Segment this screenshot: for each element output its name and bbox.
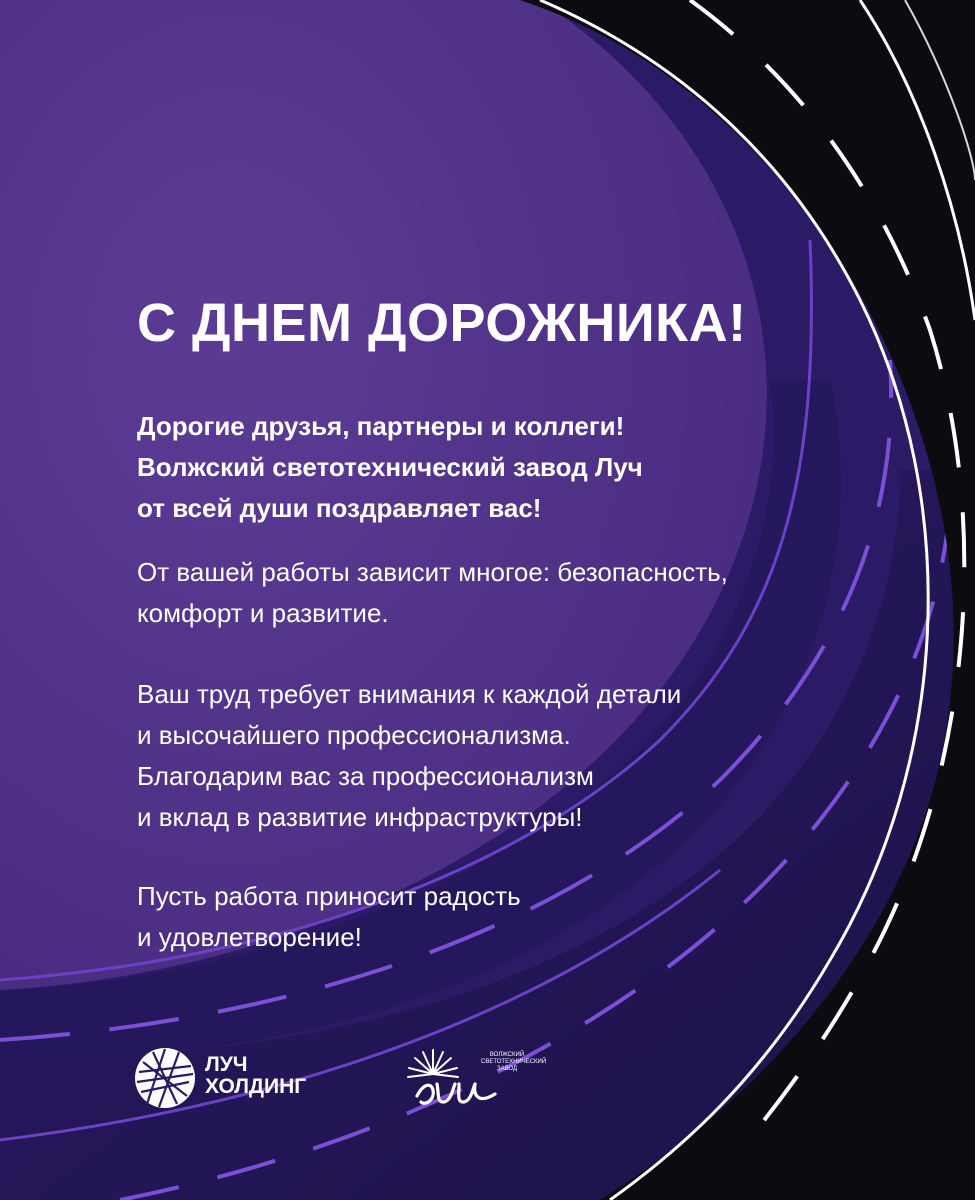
paragraph-importance [137, 552, 728, 634]
holding-wordmark [205, 1054, 306, 1098]
paragraph-line: и удовлетворение! [137, 922, 362, 952]
luch-holding-logo [133, 1044, 373, 1114]
poster-title: С ДНЕМ ДОРОЖНИКА! [137, 293, 747, 353]
paragraph-line: и вклад в развитие инфраструктуры! [137, 802, 583, 832]
holding-name-line1: ЛУЧ [205, 1053, 248, 1076]
paragraph-gratitude [137, 674, 681, 838]
greeting-line: Дорогие друзья, партнеры и коллеги! [137, 411, 625, 441]
luch-zavod-logo [403, 1044, 547, 1114]
globe-icon [133, 1046, 197, 1110]
greeting-line: Волжский светотехнический завод Луч [137, 452, 643, 482]
paragraph-wishes [137, 876, 521, 958]
greeting-text [137, 406, 643, 529]
greeting-line: от всей души поздравляет вас! [137, 493, 542, 523]
paragraph-line: От вашей работы зависит многое: безопасность, [137, 557, 728, 587]
holding-name-line2: ХОЛДИНГ [205, 1075, 307, 1098]
paragraph-line: Благодарим вас за профессионализм [137, 761, 594, 791]
paragraph-line: комфорт и развитие. [137, 598, 389, 628]
zavod-caption: ВОЛЖСКИЙ СВЕТОТЕХНИЧЕСКИЙ ЗАВОД [481, 1052, 547, 1072]
paragraph-line: и высочайшего профессионализма. [137, 720, 571, 750]
paragraph-line: Пусть работа приносит радость [137, 881, 521, 911]
logos-row [133, 1044, 553, 1114]
paragraph-line: Ваш труд требует внимания к каждой детали [137, 679, 682, 709]
